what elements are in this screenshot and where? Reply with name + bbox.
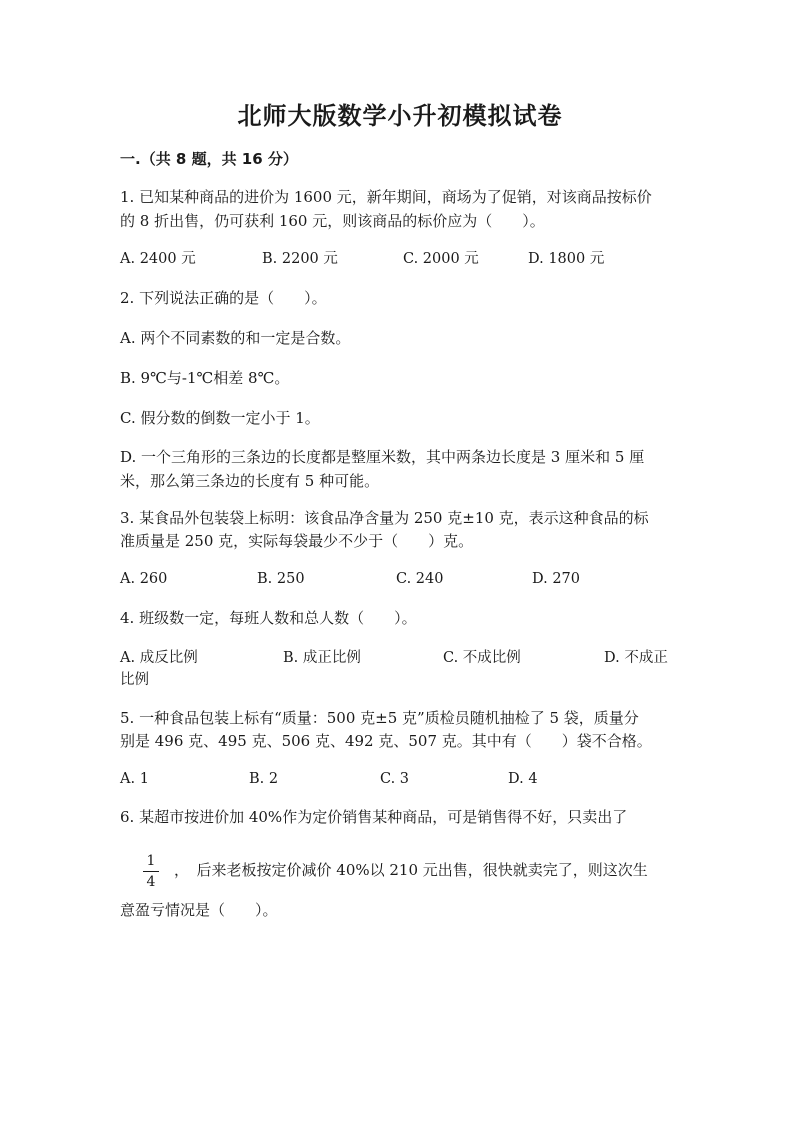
q1-option-a: A. 2400 元 — [120, 251, 196, 267]
q3-option-b: B. 250 — [257, 571, 305, 587]
fraction-bar — [143, 871, 159, 872]
q6-line-1: 6. 某超市按进价加 40%作为定价销售某种商品，可是销售得不好，只卖出了 — [120, 808, 628, 826]
q2-option-b: B. 9℃与-1℃相差 8℃。 — [120, 369, 290, 387]
q3-option-d: D. 270 — [532, 571, 581, 587]
q2-option-d-line-1: D. 一个三角形的三条边的长度都是整厘米数，其中两条边长度是 3 厘米和 5 厘 — [120, 448, 645, 466]
q1-option-d: D. 1800 元 — [528, 251, 605, 267]
q1-line-1: 1. 已知某种商品的进价为 1600 元，新年期间，商场为了促销，对该商品按标价 — [120, 188, 652, 206]
fraction-denominator: 4 — [146, 874, 156, 890]
q5-option-a: A. 1 — [120, 771, 149, 787]
q2-line-1: 2. 下列说法正确的是（ ）。 — [120, 289, 327, 307]
q3-line-1: 3. 某食品外包装袋上标明：该食品净含量为 250 克±10 克，表示这种食品的标 — [120, 509, 649, 527]
q1-line-2: 的 8 折出售，仍可获利 160 元，则该商品的标价应为（ ）。 — [120, 212, 545, 230]
q5-line-2: 别是 496 克、495 克、506 克、492 克、507 克。其中有（ ）袋不合格。 — [120, 732, 652, 750]
fraction-numerator: 1 — [146, 853, 156, 869]
q3-line-2: 准质量是 250 克，实际每袋最少不少于（ ）克。 — [120, 532, 474, 550]
q2-option-a: A. 两个不同素数的和一定是合数。 — [120, 329, 351, 347]
fraction-one-quarter — [143, 853, 159, 890]
q2-option-c: C. 假分数的倒数一定小于 1。 — [120, 409, 320, 427]
q2-option-d-line-2: 米，那么第三条边的长度有 5 种可能。 — [120, 472, 380, 490]
q4-option-d: D. 不成正 — [604, 650, 668, 666]
q5-option-b: B. 2 — [249, 771, 279, 787]
q4-option-c: C. 不成比例 — [443, 650, 521, 666]
q1-option-b: B. 2200 元 — [262, 251, 338, 267]
q1-option-c: C. 2000 元 — [403, 251, 479, 267]
q4-line-1: 4. 班级数一定，每班人数和总人数（ ）。 — [120, 609, 417, 627]
q6-line-2: ， 后来老板按定价减价 40%以 210 元出售，很快就卖完了，则这次生 — [174, 861, 648, 879]
q3-option-c: C. 240 — [396, 571, 444, 587]
section-heading: 一.（共 8 题，共 16 分） — [120, 150, 298, 168]
q5-option-d: D. 4 — [508, 771, 538, 787]
q4-option-a: A. 成反比例 — [120, 650, 198, 666]
q3-option-a: A. 260 — [120, 571, 168, 587]
q5-line-1: 5. 一种食品包装上标有“质量：500 克±5 克”质检员随机抽检了 5 袋，质量分 — [120, 709, 639, 727]
exam-title: 北师大版数学小升初模拟试卷 — [237, 102, 563, 130]
q5-option-c: C. 3 — [380, 771, 410, 787]
q6-line-3: 意盈亏情况是（ ）。 — [120, 901, 278, 919]
q4-option-d-wrap: 比例 — [120, 672, 149, 688]
q4-option-b: B. 成正比例 — [283, 650, 361, 666]
